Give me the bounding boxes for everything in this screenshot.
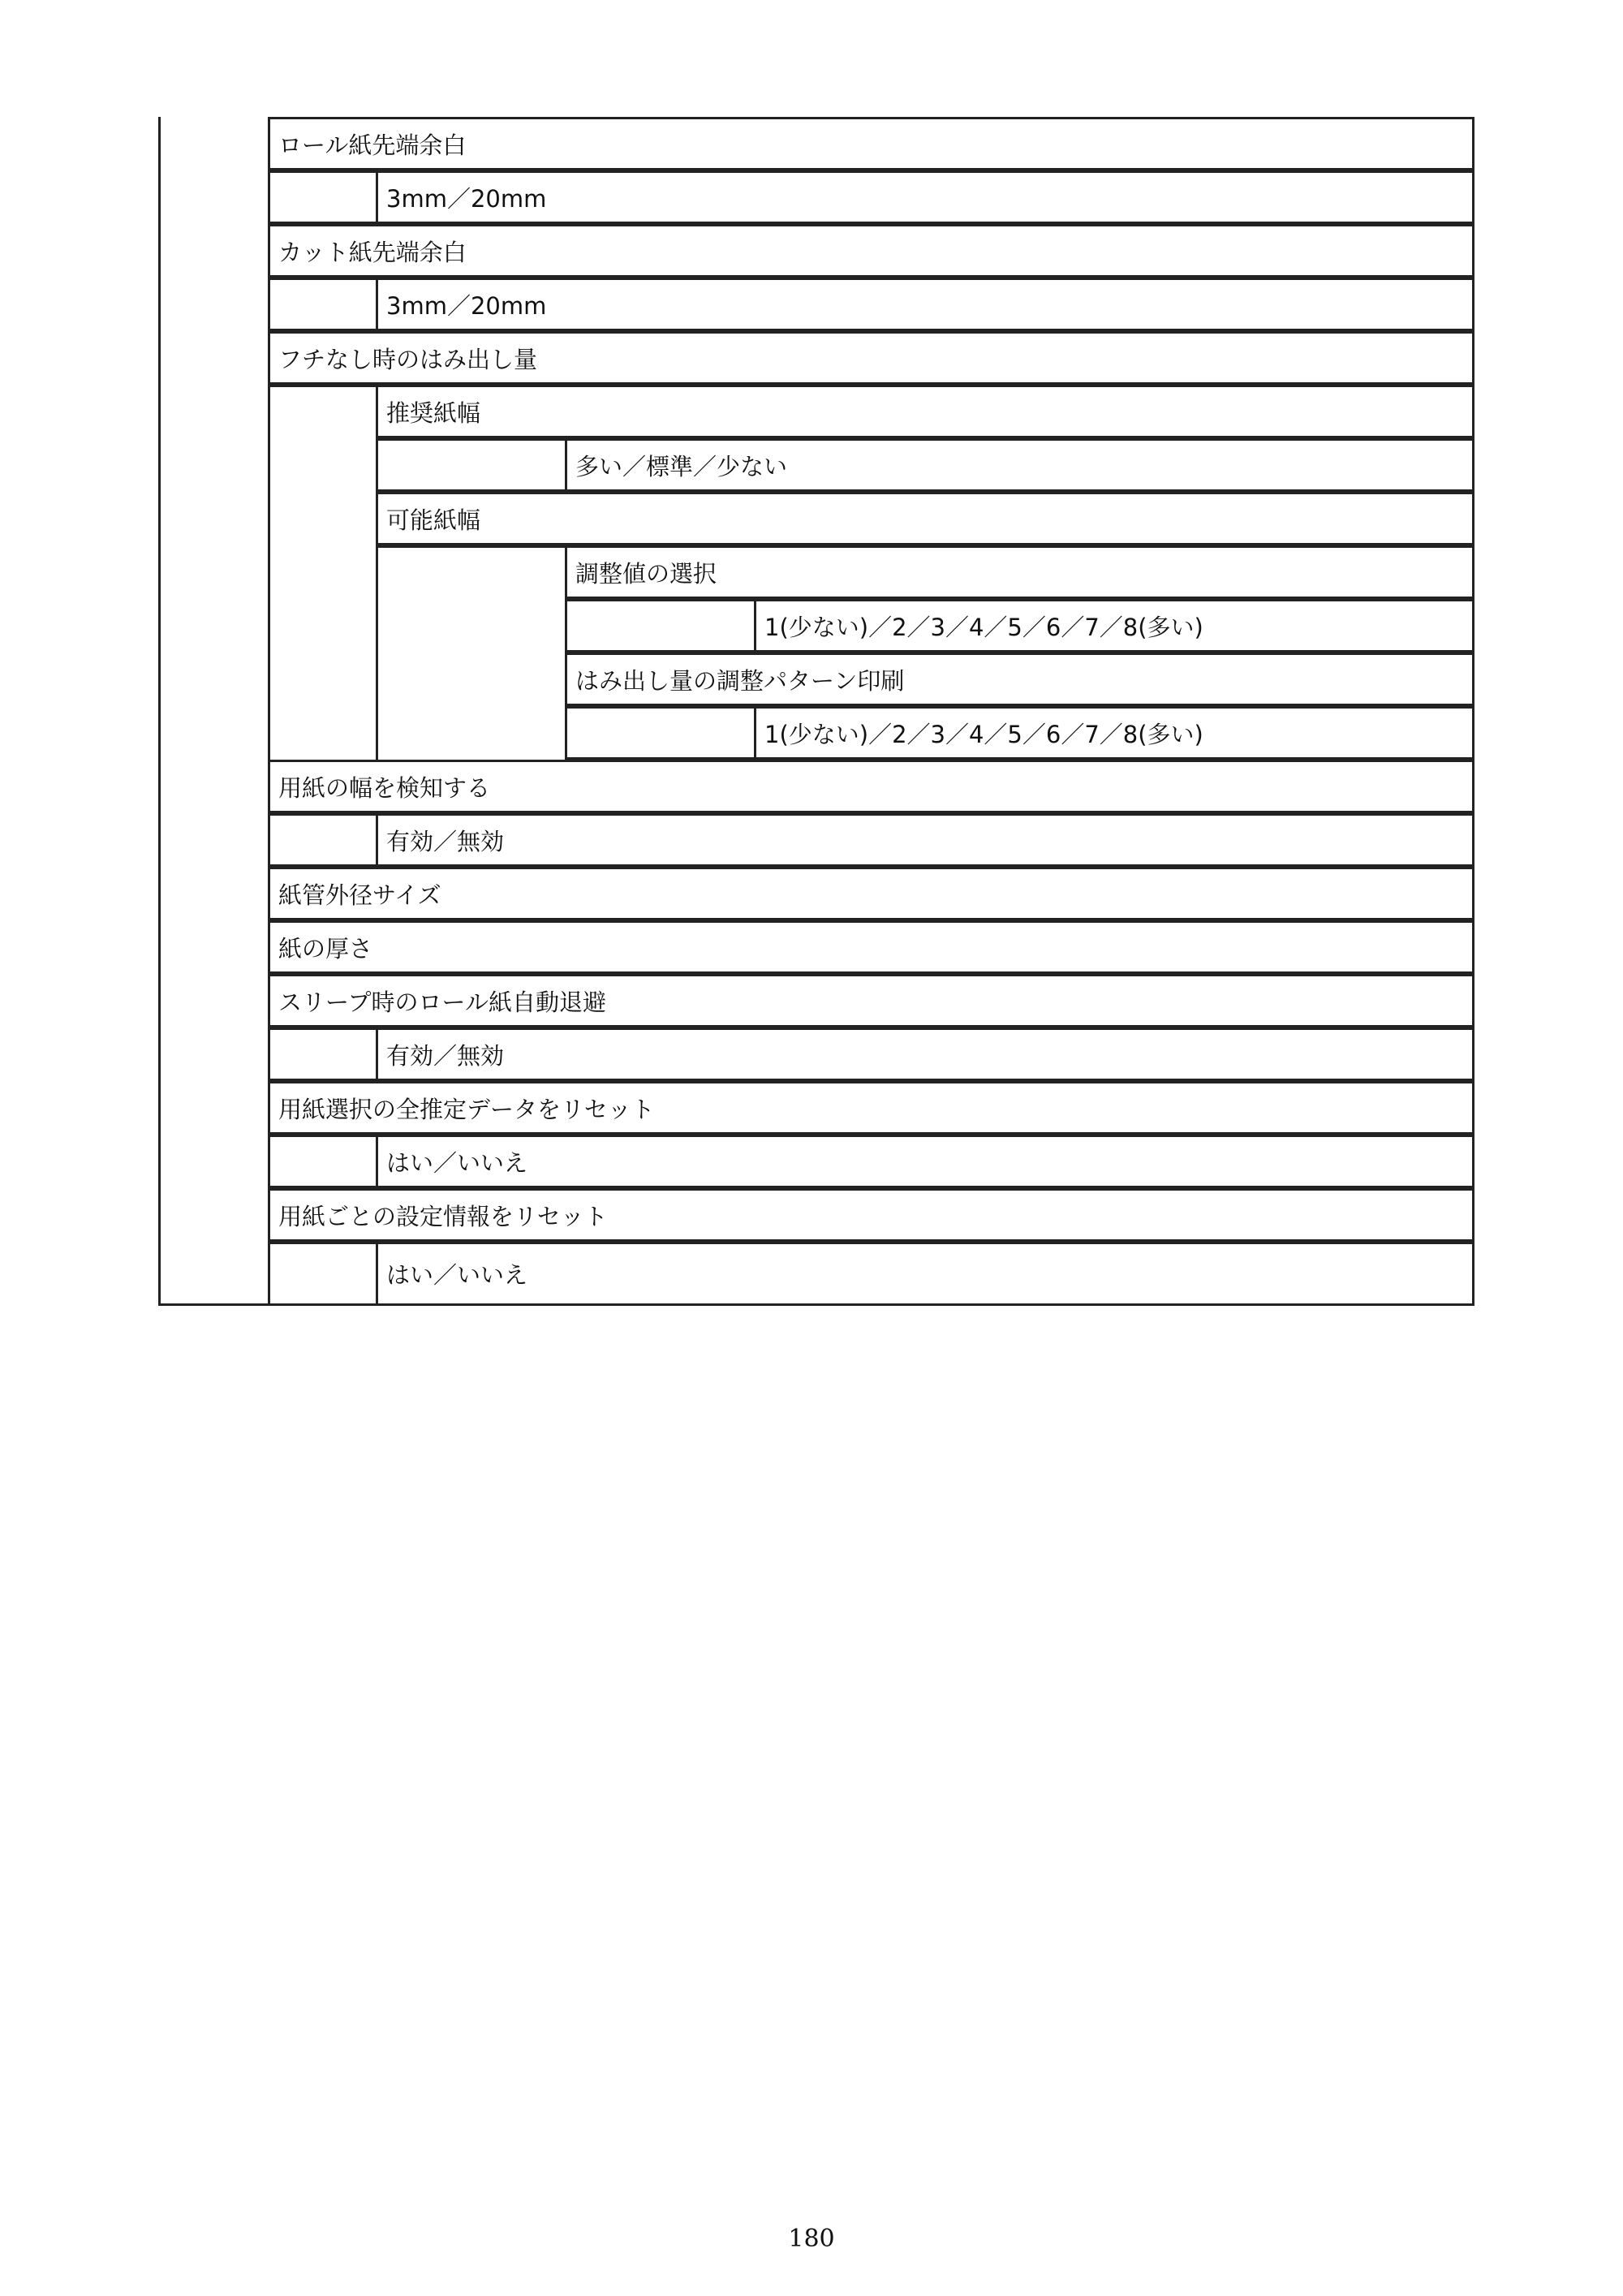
sub-setting-label: 推奨紙幅	[386, 398, 481, 427]
option-values	[565, 706, 756, 760]
sub-setting-pattern-print	[565, 653, 1474, 706]
option-values	[268, 1242, 378, 1306]
setting-label: 用紙の幅を検知する	[278, 773, 491, 802]
setting-label: スリープ時のロール紙自動退避	[278, 988, 606, 1016]
option-values	[376, 813, 1474, 867]
option-values	[376, 438, 567, 492]
setting-cut-leading-margin	[268, 224, 1474, 278]
option-label: はい／いいえ	[386, 1148, 528, 1177]
option-values	[376, 1135, 1474, 1188]
option-values	[376, 1027, 1474, 1081]
setting-label: ロール紙先端余白	[278, 131, 467, 159]
option-values	[565, 438, 1474, 492]
option-label: 有効／無効	[386, 827, 505, 855]
sub-setting-recommended-width	[376, 385, 1474, 438]
option-values	[754, 706, 1474, 760]
sub-setting-label: 可能紙幅	[386, 506, 481, 534]
setting-label: 用紙ごとの設定情報をリセット	[278, 1202, 608, 1230]
indent-block	[268, 385, 378, 762]
option-values	[754, 599, 1474, 653]
setting-label: 紙の厚さ	[278, 934, 373, 963]
sub-setting-possible-width	[376, 492, 1474, 545]
option-label: はい／いいえ	[386, 1261, 528, 1289]
table-left-border	[158, 117, 161, 1306]
table-bottom-border	[158, 1303, 269, 1306]
option-label: 有効／無効	[386, 1041, 505, 1070]
setting-label: 用紙選択の全推定データをリセット	[278, 1095, 655, 1123]
setting-core-diameter	[268, 867, 1474, 920]
option-label: 3mm／20mm	[386, 291, 547, 320]
option-label: 1(少ない)／2／3／4／5／6／7／8(多い)	[764, 613, 1203, 641]
option-values	[376, 170, 1474, 224]
setting-paper-thickness	[268, 920, 1474, 974]
setting-label: カット紙先端余白	[278, 238, 467, 266]
setting-label: フチなし時のはみ出し量	[278, 345, 538, 373]
option-values	[376, 1242, 1474, 1306]
sub-setting-label: はみ出し量の調整パターン印刷	[575, 666, 905, 695]
option-values	[268, 1135, 378, 1188]
indent-block	[376, 545, 567, 762]
option-values	[268, 170, 378, 224]
setting-reset-paper-settings	[268, 1188, 1474, 1242]
option-label: 1(少ない)／2／3／4／5／6／7／8(多い)	[764, 720, 1203, 748]
sub-setting-label: 調整値の選択	[575, 559, 717, 588]
page-number: 180	[788, 2225, 835, 2253]
option-values	[268, 813, 378, 867]
option-values	[565, 599, 756, 653]
sub-setting-adjust-select	[565, 545, 1474, 599]
setting-roll-leading-margin	[268, 117, 1474, 170]
setting-reset-estimates	[268, 1081, 1474, 1135]
option-values	[376, 278, 1474, 331]
option-values	[268, 1027, 378, 1081]
setting-sleep-retract	[268, 974, 1474, 1027]
setting-detect-paper-width	[268, 760, 1474, 813]
setting-label: 紙管外径サイズ	[278, 881, 441, 909]
option-values	[268, 278, 378, 331]
option-label: 多い／標準／少ない	[575, 452, 788, 480]
setting-borderless-extension	[268, 331, 1474, 385]
option-label: 3mm／20mm	[386, 184, 547, 213]
